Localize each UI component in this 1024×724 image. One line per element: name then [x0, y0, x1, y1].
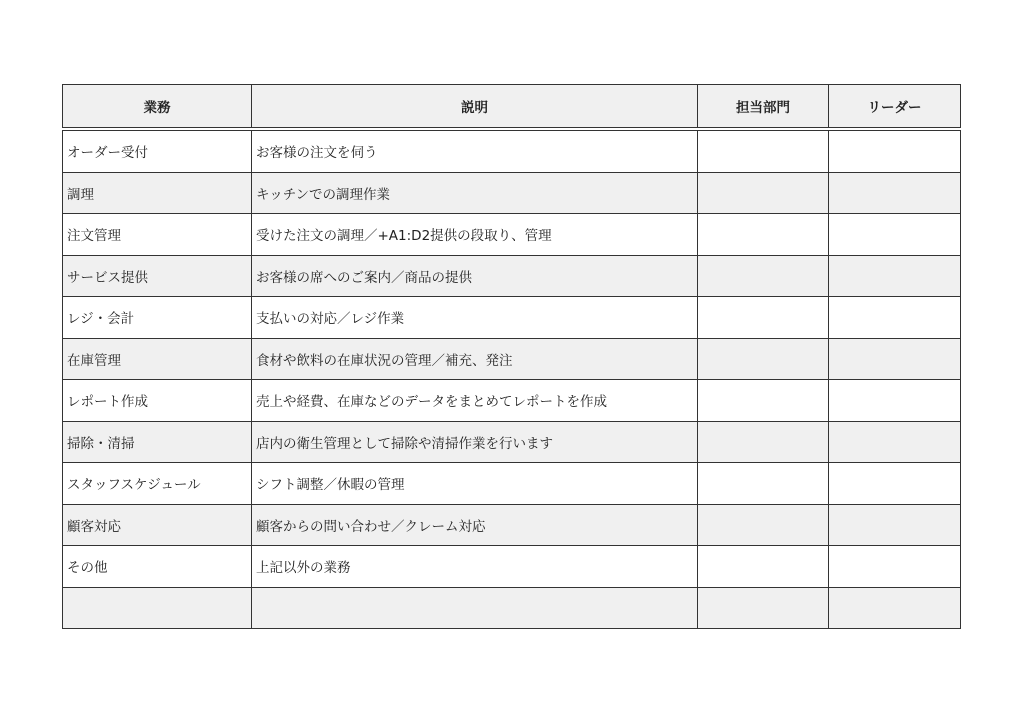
table-row [63, 587, 961, 629]
cell-description[interactable]: 店内の衛生管理として掃除や清掃作業を行います [252, 421, 698, 463]
cell-task[interactable] [63, 587, 252, 629]
cell-leader[interactable] [829, 297, 961, 339]
cell-task[interactable]: 掃除・清掃 [63, 421, 252, 463]
header-row [63, 85, 961, 130]
table-row [63, 297, 961, 339]
cell-leader[interactable] [829, 214, 961, 256]
header-description: 説明 [252, 85, 698, 130]
cell-department[interactable] [698, 504, 829, 546]
cell-task[interactable]: 在庫管理 [63, 338, 252, 380]
cell-task[interactable]: 注文管理 [63, 214, 252, 256]
cell-department[interactable] [698, 421, 829, 463]
cell-task[interactable]: サービス提供 [63, 255, 252, 297]
cell-department[interactable] [698, 255, 829, 297]
cell-department[interactable] [698, 129, 829, 172]
cell-task[interactable]: レジ・会計 [63, 297, 252, 339]
duty-table [62, 84, 961, 629]
cell-leader[interactable] [829, 129, 961, 172]
cell-department[interactable] [698, 463, 829, 505]
cell-department[interactable] [698, 546, 829, 588]
cell-leader[interactable] [829, 338, 961, 380]
cell-task[interactable]: オーダー受付 [63, 129, 252, 172]
table-row [63, 338, 961, 380]
cell-description[interactable]: シフト調整／休暇の管理 [252, 463, 698, 505]
cell-leader[interactable] [829, 546, 961, 588]
table-row [63, 214, 961, 256]
table-row [63, 255, 961, 297]
cell-description[interactable]: お客様の注文を伺う [252, 129, 698, 172]
cell-leader[interactable] [829, 380, 961, 422]
cell-description[interactable]: キッチンでの調理作業 [252, 172, 698, 214]
header-task: 業務 [63, 85, 252, 130]
cell-leader[interactable] [829, 587, 961, 629]
table-row [63, 546, 961, 588]
cell-leader[interactable] [829, 172, 961, 214]
duty-sheet [62, 84, 960, 629]
cell-description[interactable]: 売上や経費、在庫などのデータをまとめてレポートを作成 [252, 380, 698, 422]
cell-description[interactable]: お客様の席へのご案内／商品の提供 [252, 255, 698, 297]
table-row [63, 504, 961, 546]
cell-leader[interactable] [829, 463, 961, 505]
cell-department[interactable] [698, 380, 829, 422]
cell-task[interactable]: スタッフスケジュール [63, 463, 252, 505]
cell-description[interactable]: 上記以外の業務 [252, 546, 698, 588]
cell-task[interactable]: その他 [63, 546, 252, 588]
cell-department[interactable] [698, 338, 829, 380]
cell-department[interactable] [698, 587, 829, 629]
cell-task[interactable]: 調理 [63, 172, 252, 214]
cell-description[interactable] [252, 587, 698, 629]
cell-leader[interactable] [829, 504, 961, 546]
cell-description[interactable]: 受けた注文の調理／+A1:D2提供の段取り、管理 [252, 214, 698, 256]
header-leader: リーダー [829, 85, 961, 130]
cell-description[interactable]: 食材や飲料の在庫状況の管理／補充、発注 [252, 338, 698, 380]
cell-leader[interactable] [829, 421, 961, 463]
table-row [63, 129, 961, 172]
table-row [63, 421, 961, 463]
cell-department[interactable] [698, 214, 829, 256]
table-row [63, 380, 961, 422]
cell-leader[interactable] [829, 255, 961, 297]
cell-description[interactable]: 顧客からの問い合わせ／クレーム対応 [252, 504, 698, 546]
cell-description[interactable]: 支払いの対応／レジ作業 [252, 297, 698, 339]
cell-task[interactable]: レポート作成 [63, 380, 252, 422]
cell-department[interactable] [698, 172, 829, 214]
table-row [63, 172, 961, 214]
cell-task[interactable]: 顧客対応 [63, 504, 252, 546]
cell-department[interactable] [698, 297, 829, 339]
table-row [63, 463, 961, 505]
header-department: 担当部門 [698, 85, 829, 130]
